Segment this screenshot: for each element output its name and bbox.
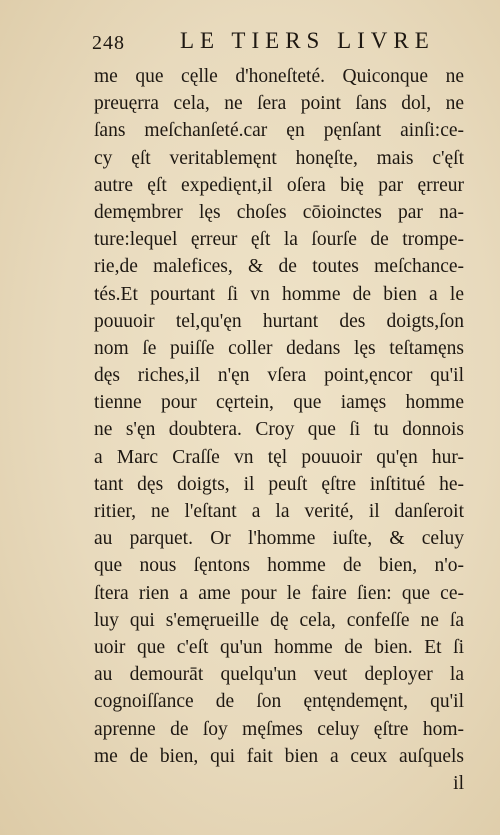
- running-title: LE TIERS LIVRE: [180, 28, 435, 53]
- text-line: ritier, ne l'eſtant a la verité, il danſeroit: [94, 501, 464, 522]
- text-line: a Marc Craſſe vn tęl pouuoir qu'ęn hur-: [94, 446, 464, 468]
- page-header: [92, 28, 472, 58]
- page-number: 248: [92, 32, 125, 54]
- text-line: pouuoir tel,qu'ęn hurtant des doigts,ſon: [94, 310, 464, 332]
- text-line: demęmbrer lęs choſes cōioinctes par na-: [94, 201, 464, 223]
- text-line: tés.Et pourtant ſi vn homme de bien a le: [94, 283, 464, 305]
- text-line: preuęrra cela, ne ſera point ſans dol, ne: [94, 93, 464, 115]
- text-line: au demourāt quelqu'un veut deployer la: [94, 664, 464, 686]
- text-line: cognoiſſance de ſon ęntęndemęnt, qu'il: [94, 691, 464, 713]
- text-line: autre ęſt expedięnt,il oſera bię par ęrreur: [94, 174, 464, 196]
- text-line: ſtera rien a ame pour le faire ſien: que ce-: [94, 582, 464, 604]
- text-line: tant dęs doigts, il peuſt ęſtre inſtitué he-: [94, 473, 464, 495]
- text-line: uoir que c'eſt qu'un homme de bien. Et ſi: [94, 636, 464, 658]
- text-line: ſans meſchanſeté.car ęn pęnſant ainſi:ce-: [94, 120, 464, 142]
- catchword: il: [453, 772, 464, 794]
- text-line: dęs riches,il n'ęn vſera point,ęncor qu'il: [94, 365, 464, 387]
- text-line: rie,de malefices, & de toutes meſchance-: [94, 256, 464, 278]
- text-line: nom ſe puiſſe coller dedans lęs teſtamęns: [94, 337, 464, 359]
- text-line: cy ęſt veritablemęnt honęſte, mais c'ęſt: [94, 147, 464, 169]
- text-line: aprenne de ſoy męſmes celuy ęſtre hom-: [94, 718, 464, 740]
- text-line: me de bien, qui fait bien a ceux auſquels: [94, 745, 464, 767]
- text-line: ne s'ęn doubtera. Croy que ſi tu donnois: [94, 419, 464, 441]
- text-line: me que cęlle d'honeſteté. Quiconque ne: [94, 66, 464, 87]
- text-line: ture:lequel ęrreur ęſt la ſourſe de trompe-: [94, 229, 464, 251]
- text-line: que nous ſęntons homme de bien, n'o-: [94, 555, 464, 577]
- body-text: [94, 63, 464, 797]
- text-line: luy qui s'emęrueille dę cela, confeſſe ne ſa: [94, 609, 464, 631]
- text-line: au parquet. Or l'homme iuſte, & celuy: [94, 528, 464, 550]
- text-line: tienne pour cęrtein, que iamęs homme: [94, 392, 464, 414]
